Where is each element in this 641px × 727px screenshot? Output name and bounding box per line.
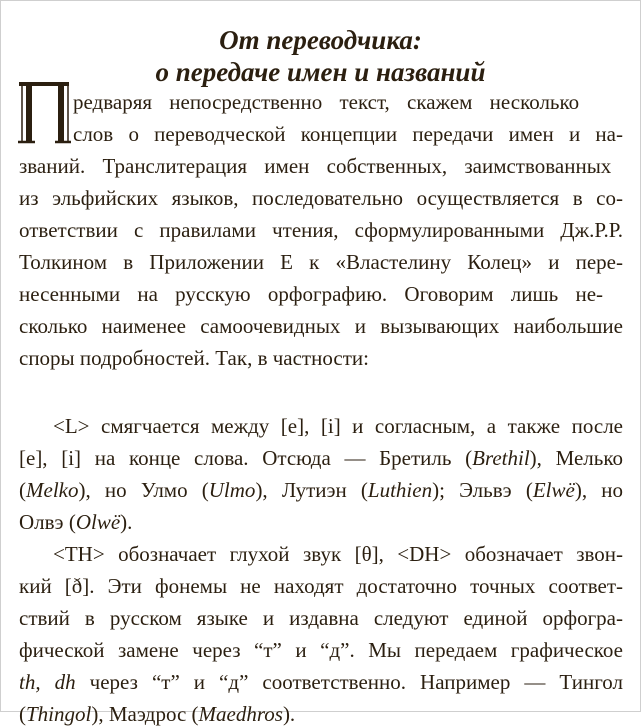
text-span: Олвэ ( [19,510,76,534]
text-line [19,573,623,599]
text-span: несенными на русскую орфографию. Оговорим лишь не- [19,282,604,306]
text-line [19,637,623,663]
text-span: споры подробностей. Так, в частности: [19,346,369,370]
text-line [73,121,623,147]
text-span: слов о переводческой концепции передачи имен и на- [73,122,623,146]
text-span: ); Эльвэ ( [432,478,533,502]
text-span: званий. Транслитерация имен собственных, заимствованных [19,154,612,178]
italic-term: Luthien [367,478,433,502]
text-span: ( [19,702,26,726]
text-span: <TH> обозначает глухой звук [θ], <DH> обозначает звон- [53,542,623,566]
title-line-2: о передаче имен и названий [155,57,486,87]
italic-term: Brethil [472,446,530,470]
text-span: ствий в русском языке и издавна следуют единой орфогра- [19,606,623,630]
text-span: ). [282,702,296,726]
text-line [19,509,132,535]
italic-term: th, dh [19,670,76,694]
drop-cap-letter [17,81,71,145]
italic-term: Ulmo [208,478,256,502]
text-span: из эльфийских языков, последовательно осуществляется в со- [19,186,623,210]
italic-term: Maedhros [198,702,283,726]
text-line [19,701,295,727]
text-line [19,249,623,275]
italic-term: Thingol [26,702,92,726]
text-line [19,445,623,471]
text-span: кий [ð]. Эти фонемы не находят достаточно точных соответ- [19,574,623,598]
italic-term: Elwë [532,478,575,502]
text-span: через “т” и “д” соответственно. Например — Тингол [75,670,623,694]
italic-term: Melko [26,478,79,502]
text-line [19,153,611,179]
text-span: ). [120,510,133,534]
text-line [73,89,579,115]
text-span: Толкином в Приложении Е к «Властелину Колец» и пере- [19,250,623,274]
text-span: фической замене через “т” и “д”. Мы передаем графическое [19,638,623,662]
text-span: <L> смягчается между [e], [i] и согласным, а также после [53,414,623,438]
text-line [53,413,623,439]
text-span: ), но [574,478,624,502]
text-span: ), Лутиэн ( [255,478,368,502]
text-span: ответствии с правилами чтения, сформулированными Дж.Р.Р. [19,218,623,242]
text-line [19,281,603,307]
text-line [19,313,623,339]
text-line [19,217,623,243]
text-line [19,605,623,631]
text-span: ), Маэдрос ( [91,702,199,726]
text-line [19,669,623,695]
text-span: редваряя непосредственно текст, скажем несколько [73,90,580,114]
italic-term: Olwë [75,510,121,534]
text-span: [e], [i] на конце слова. Отсюда — Бретиль ( [19,446,473,470]
title-line-1: От переводчика: [219,25,422,55]
text-line [19,185,623,211]
text-line [19,477,623,503]
text-span: ), Мелько [529,446,623,470]
text-line [19,345,369,371]
text-span: ), но Улмо ( [78,478,209,502]
text-span: ( [19,478,26,502]
text-line [53,541,623,567]
text-span: сколько наименее самоочевидных и вызывающих наибольшие [19,314,623,338]
